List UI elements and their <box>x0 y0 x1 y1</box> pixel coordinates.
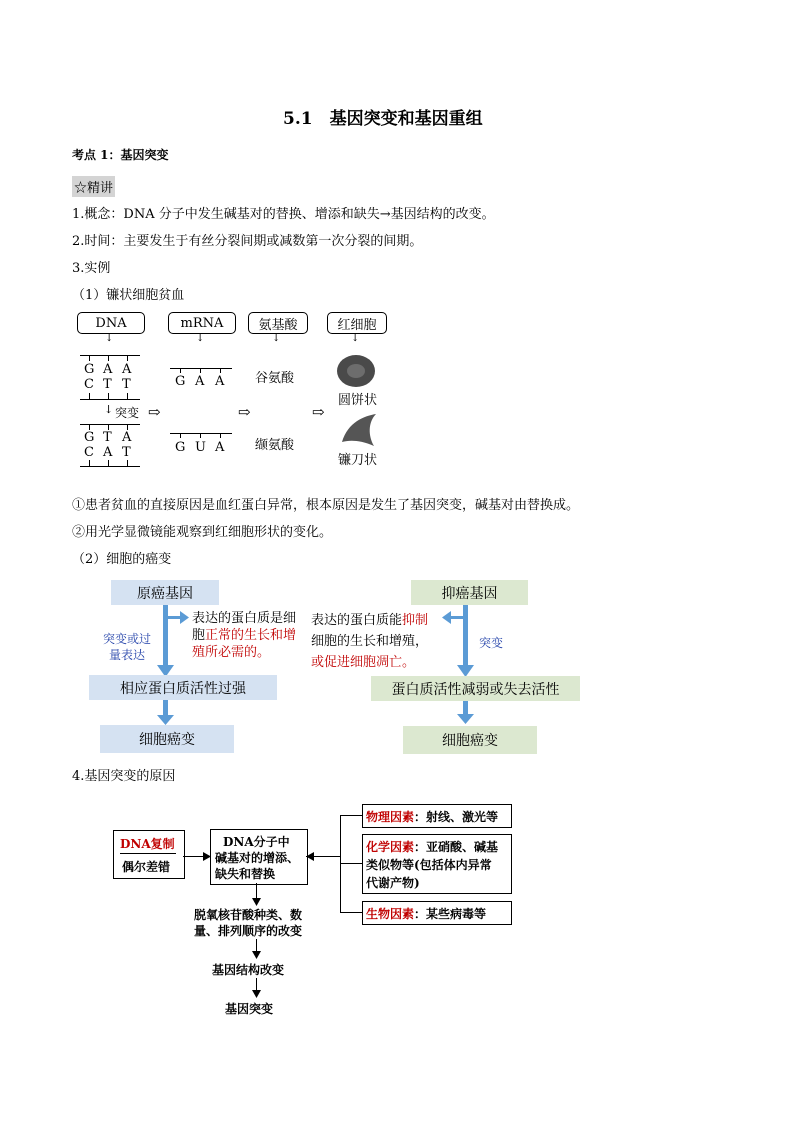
left-arrow-icon <box>442 611 451 624</box>
paragraph-time: 2.时间：主要发生于有丝分裂间期或减数第一次分裂的间期。 <box>72 234 423 249</box>
dna-base: A <box>122 430 132 445</box>
mrna-base: G <box>175 440 186 455</box>
page-title: 5.1 基因突变和基因重组 <box>283 109 483 129</box>
paragraph-sickle-cell: （1）镰状细胞贫血 <box>72 288 185 303</box>
cell-sickle-label: 镰刀状 <box>338 453 378 468</box>
mrna-base: A <box>195 374 205 389</box>
gene-structure-change: 基因结构改变 <box>212 963 285 977</box>
down-arrow-icon <box>457 714 474 724</box>
proto-side-label-1: 突变或过 <box>103 632 152 646</box>
dna-base: T <box>103 430 112 445</box>
supp-desc-3: 或促进细胞凋亡。 <box>311 655 416 670</box>
nucleotide-change-line-2: 量、排列顺序的改变 <box>194 924 303 938</box>
amino-acid-box: 氨基酸 <box>248 312 308 334</box>
mrna-base: G <box>175 374 186 389</box>
down-arrow-icon: ↓ <box>351 333 360 344</box>
cell-cancer-box-left: 细胞癌变 <box>100 725 234 753</box>
paragraph-cancer: （2）细胞的癌变 <box>72 552 172 567</box>
down-arrow-icon <box>252 990 261 998</box>
paragraph-causes: 4.基因突变的原因 <box>72 769 176 784</box>
left-arrow-icon <box>306 852 314 861</box>
dna-replication-box <box>113 830 185 879</box>
supp-desc-1: 表达的蛋白质能抑制 <box>311 613 429 628</box>
chemical-factor-line-3: 代谢产物) <box>366 876 420 890</box>
proto-side-label-2: 量表达 <box>109 648 146 662</box>
lecture-label: ☆精讲 <box>72 176 115 197</box>
gene-mutation: 基因突变 <box>225 1002 274 1016</box>
proto-oncogene-box: 原癌基因 <box>111 580 219 605</box>
mutation-arrow-icon: ↓ <box>104 403 114 416</box>
protein-weakened-box: 蛋白质活性减弱或失去活性 <box>371 676 580 701</box>
dna-base: T <box>103 377 112 392</box>
supp-desc-2: 细胞的生长和增殖， <box>311 634 429 649</box>
center-line-3: 缺失和替换 <box>215 867 276 881</box>
cell-round-label: 圆饼状 <box>338 393 378 408</box>
physical-factor-text: 物理因素：射线、激光等 <box>366 810 499 824</box>
biological-factor-box <box>362 901 512 925</box>
down-arrow-icon <box>157 715 174 725</box>
nucleotide-change-line-1: 脱氧核苷酸种类、数 <box>194 908 303 922</box>
down-arrow-icon: ↓ <box>272 333 281 344</box>
dna-base: C <box>84 445 94 460</box>
mrna-base: U <box>195 440 206 455</box>
right-arrow-icon: ⇨ <box>238 403 251 421</box>
dna-base: G <box>84 430 95 445</box>
paragraph-cause: ①患者贫血的直接原因是血红蛋白异常，根本原因是发生了基因突变，碱基对由替换成。 <box>72 498 580 513</box>
mrna-base: A <box>215 374 225 389</box>
amino-acid-val: 缬氨酸 <box>255 438 295 453</box>
dna-base: A <box>103 362 113 377</box>
proto-desc-1: 表达的蛋白质是细 <box>192 611 297 626</box>
mrna-box: mRNA <box>168 312 236 334</box>
mutation-label: 突变 <box>115 406 140 420</box>
down-arrow-icon: ↓ <box>105 333 114 344</box>
dna-base: A <box>103 445 113 460</box>
mrna-base: A <box>215 440 225 455</box>
chemical-factor-text: 化学因素：亚硝酸、碱基 <box>366 840 499 854</box>
dna-base: A <box>122 362 132 377</box>
dna-box: DNA <box>77 312 145 334</box>
physical-factor-box <box>362 804 512 828</box>
proto-desc-3: 殖所必需的。 <box>192 645 271 660</box>
down-arrow-icon <box>252 951 261 959</box>
occasional-error-label: 偶尔差错 <box>122 860 171 874</box>
biological-factor-text: 生物因素：某些病毒等 <box>366 907 487 921</box>
red-cell-box: 红细胞 <box>327 312 387 334</box>
center-line-1: DNA分子中 <box>223 835 290 849</box>
proto-desc-2: 胞正常的生长和增 <box>192 628 297 643</box>
dna-base: G <box>84 362 95 377</box>
supp-side-label: 突变 <box>479 636 504 650</box>
dna-replication-label: DNA复制 <box>120 837 175 851</box>
center-line-2: 碱基对的增添、 <box>215 851 300 865</box>
dna-base: C <box>84 377 94 392</box>
paragraph-concept: 1.概念：DNA 分子中发生碱基对的替换、增添和缺失→基因结构的改变。 <box>72 207 495 222</box>
sickle-cell-icon <box>338 412 378 448</box>
right-arrow-icon: ⇨ <box>312 403 325 421</box>
chemical-factor-box <box>362 834 512 894</box>
paragraph-example: 3.实例 <box>72 261 111 276</box>
paragraph-microscope: ②用光学显微镜能观察到红细胞形状的变化。 <box>72 525 333 540</box>
round-cell-icon <box>336 354 376 388</box>
down-arrow-icon <box>252 898 261 906</box>
cell-cancer-box-right: 细胞癌变 <box>403 726 537 754</box>
right-arrow-icon: ⇨ <box>148 403 161 421</box>
chemical-factor-line-2: 类似物等(包括体内异常 <box>366 858 492 872</box>
right-arrow-icon <box>180 611 189 624</box>
amino-acid-glu: 谷氨酸 <box>255 371 295 386</box>
protein-overactive-box: 相应蛋白质活性过强 <box>89 675 277 700</box>
down-arrow-icon: ↓ <box>196 333 205 344</box>
tumor-suppressor-box: 抑癌基因 <box>411 580 528 605</box>
base-pair-change-box <box>210 829 308 885</box>
dna-base: T <box>122 377 131 392</box>
dna-base: T <box>122 445 131 460</box>
section-heading: 考点 1：基因突变 <box>72 148 169 162</box>
